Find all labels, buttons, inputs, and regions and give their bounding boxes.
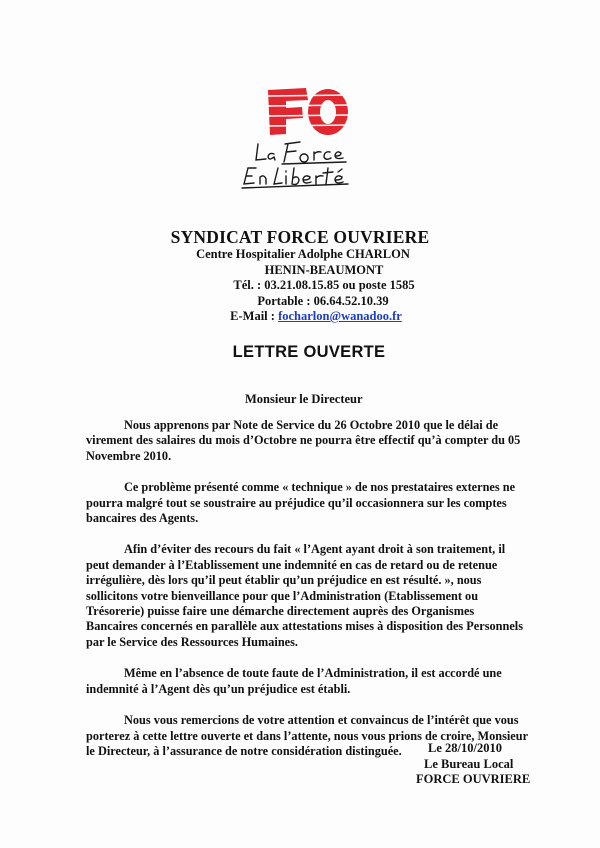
fo-logo-icon [222, 80, 382, 200]
telephone: Tél. : 03.21.08.15.85 ou poste 1585 [233, 278, 415, 292]
signature-block [416, 741, 530, 788]
letterhead [0, 227, 600, 325]
paragraph: Afin d’éviter des recours du fait « l’Agent ayant droit à son traitement, il peut demander à l’Etablissement une indemnité en cas de retard ou de retenue irrégulière, dès lors qu’il peut établir qu’un préjudice en est résulté. », nous sollicitons votre bienveillance pour que l’Administration (Etablissement ou Trésorerie) puisse faire une démarche directement auprès des Organismes Bancaires concernés en parallèle aux attestations mises à disposition des Personnels par le Service des Ressources Humaines. [86, 542, 523, 649]
city: HENIN-BEAUMONT [264, 262, 384, 277]
paragraph: Nous vous remercions de votre attention et convaincus de l’intérêt que vous porterez à cette lettre ouverte et dans l’attente, nous vous prions de croire, Monsieur le Directeur, à l’assurance de notre considération distinguée. [86, 713, 528, 758]
signature-office: Le Bureau Local [424, 756, 514, 771]
fo-logo [222, 80, 382, 200]
paragraph: Ce problème présenté comme « technique » de nos prestataires externes ne pourra malgré tout se soustraire au préjudice qu’il occasionnera sur les comptes bancaires des Agents. [86, 480, 516, 526]
email-line [0, 309, 600, 325]
letter-body [86, 418, 528, 775]
letter-title: LETTRE OUVERTE [232, 343, 386, 361]
paragraph: Même en l’absence de toute faute de l’Administration, il est accordé une indemnité à l’Agent dès qu’un préjudice est établi. [86, 666, 502, 696]
org-name: SYNDICAT FORCE OUVRIERE [170, 227, 430, 247]
salutation: Monsieur le Directeur [245, 392, 363, 406]
email-link[interactable]: focharlon@wanadoo.fr [278, 309, 402, 323]
portable-phone: Portable : 06.64.52.10.39 [257, 293, 389, 308]
email-label: E-Mail : [230, 309, 279, 323]
hospital-name: Centre Hospitalier Adolphe CHARLON [196, 247, 410, 261]
paragraph: Nous apprenons par Note de Service du 26 Octobre 2010 que le délai de virement des salaires du mois d’Octobre ne pourra être effectif qu’à compter du 05 Novembre 2010. [86, 418, 521, 463]
signature-org: FORCE OUVRIERE [416, 772, 531, 786]
signature-date: Le 28/10/2010 [428, 741, 502, 755]
